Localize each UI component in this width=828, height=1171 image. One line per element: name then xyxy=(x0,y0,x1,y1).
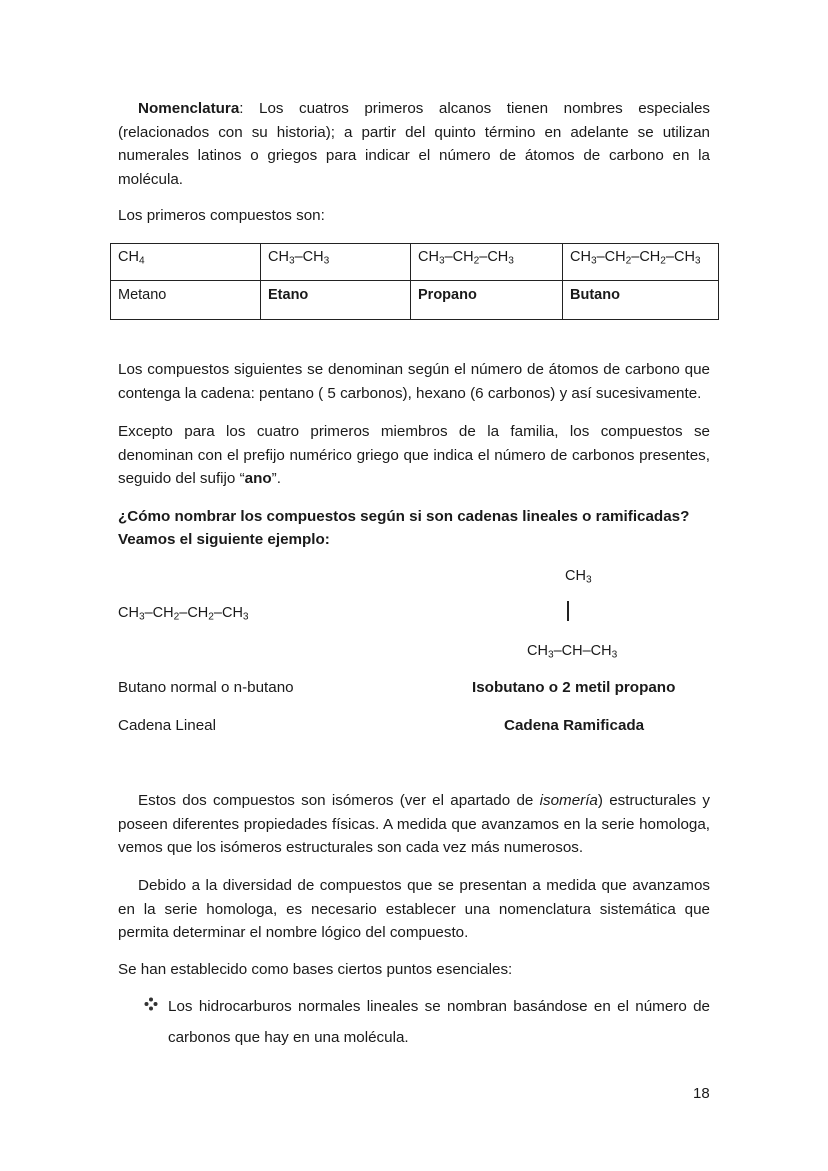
formula-cell-methane: $CH_4$ xyxy=(111,244,261,281)
following-compounds-paragraph: Los compuestos siguientes se denominan según el número de átomos de carbono que contenga la cadena: pentano ( 5 carbonos), hexano (6 carbonos) y así sucesivamente. xyxy=(118,361,710,402)
name-cell-propane: Propano xyxy=(411,281,563,320)
table-intro: Los primeros compuestos son: xyxy=(118,207,325,224)
table-row-names xyxy=(111,281,719,320)
formula-cell-butane: $CH_3-CH_2-CH_2-CH_3$ xyxy=(563,244,719,281)
bullet-item-text: Los hidrocarburos normales lineales se nombran basándose en el número de carbonos que hay en una molécula. xyxy=(168,998,710,1046)
name-cell-methane: Metano xyxy=(111,281,261,320)
prefix-paragraph: Excepto para los cuatro primeros miembros de la familia, los compuestos se denominan con el prefijo numérico griego que indica el número de carbonos presentes, seguido del sufijo “ano”. xyxy=(118,423,710,487)
nomenclature-text: : Los cuatros primeros alcanos tienen nombres especiales (relacionados con su historia); a partir del quinto término en adelante se utilizan numerales latinos o griegos para indicar el número de átomos de carbono en la molécula. xyxy=(118,100,710,188)
linear-chain-type: Cadena Lineal xyxy=(118,717,216,734)
suffix-ano: ano xyxy=(244,470,272,487)
branch-methyl-group: $CH_3$ xyxy=(565,568,592,586)
example-heading: Veamos el siguiente ejemplo: xyxy=(118,531,330,548)
name-cell-ethane: Etano xyxy=(261,281,411,320)
page-number: 18 xyxy=(693,1085,710,1102)
compounds-table xyxy=(110,243,719,320)
vertical-bond-line xyxy=(567,601,569,621)
nomenclature-paragraph xyxy=(118,97,710,191)
diversity-paragraph: Debido a la diversidad de compuestos que se presentan a medida que avanzamos en la serie homologa, es necesario establecer una nomenclatura sistemática que permita determinar el nombre lógico del compuesto. xyxy=(118,877,710,941)
nomenclature-term: Nomenclatura xyxy=(138,100,240,117)
bases-intro: Se han establecido como bases ciertos puntos esenciales: xyxy=(118,961,513,978)
branched-chain-type: Cadena Ramificada xyxy=(504,717,645,734)
table-row-formulas xyxy=(111,244,719,281)
question-heading: ¿Cómo nombrar los compuestos según si son cadenas lineales o ramificadas? xyxy=(118,508,690,525)
linear-name: Butano normal o n-butano xyxy=(118,679,294,696)
branched-main-chain: $CH_3-CH-CH_3$ xyxy=(527,643,618,661)
branched-name: Isobutano o 2 metil propano xyxy=(472,679,676,696)
formula-cell-ethane: $CH_3-CH_3$ xyxy=(261,244,411,281)
isomers-paragraph: Estos dos compuestos son isómeros (ver el apartado de isomería) estructurales y poseen diferentes propiedades físicas. A medida que avanzamos en la serie homologa, vemos que los isómeros estructurales son cada vez más numerosos. xyxy=(118,792,710,856)
isomeria-term: isomería xyxy=(539,792,598,809)
diamond-dots-bullet-icon xyxy=(144,997,158,1011)
formula-cell-propane: $CH_3-CH_2-CH_3$ xyxy=(411,244,563,281)
linear-butane-formula: $CH_3-CH_2-CH_2-CH_3$ xyxy=(118,605,249,623)
name-cell-butane: Butano xyxy=(563,281,719,320)
